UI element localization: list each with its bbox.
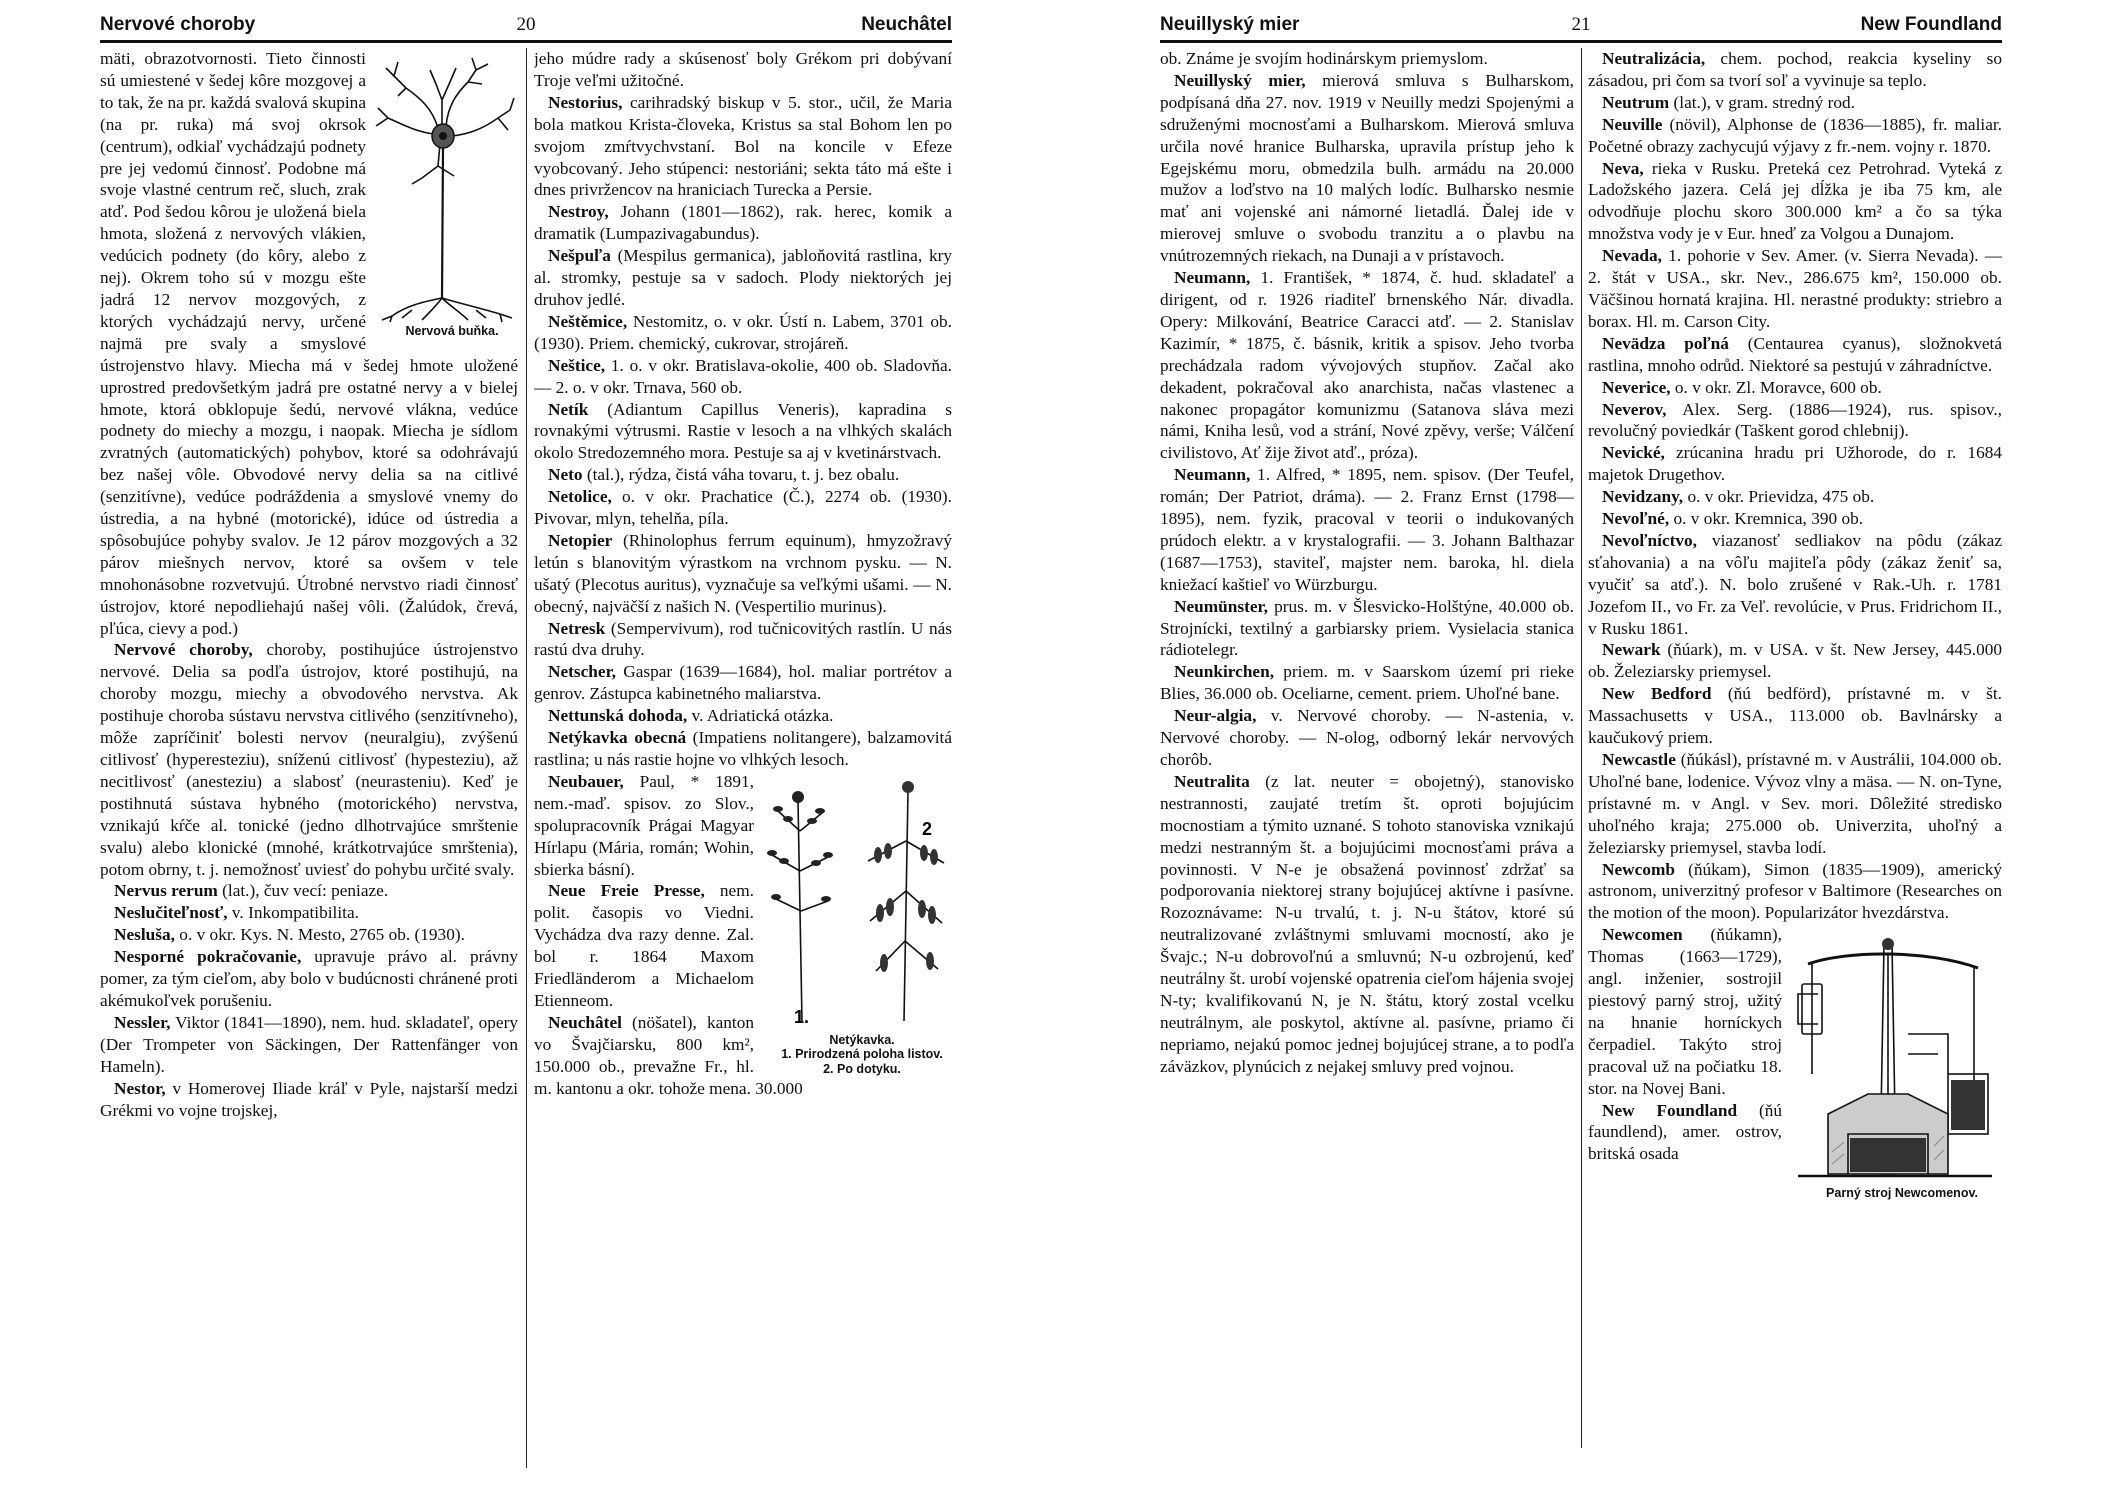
entry-headword: Nevädza poľná [1602,333,1729,353]
entry-headword: Neumann, [1174,268,1251,288]
entry-headword: Nervové choroby, [114,640,253,660]
entry-text: (z lat. neuter = obojetný), stanovisko nestrannosti, zaujaté tretím št. oproti bojujúcim mocnostiam a týmito uznané. S tohoto stanoviska vznikajú medzi nestranným št. a bojujúcimi mocnosťami práva a povinnosti. V N-e je obsažená povinnosť zdržať sa podporovania niektorej strany bojujúcej aktívne i pasívne. Rozoznávame: N-u trvalú, t. j. N-u štátov, ktoré sú neutralizované zvláštnymi smluvami mocností, ako je Švajc.; N-u dobrovoľnú a smluvnú; N-u ozbrojenú, keď neutrálny št. urobí vojenské opatrenia cieľom hájenia svojej N-ty; kvalifikovanú N, je N. štátu, ktorý zostal vcelku neutrálnym, ale poskytol, aktívne al. pasívne, priamo či nepriamo, nejakú pomoc jednej bojujúcej strane, a to podľa záväzkov, plynúcich z nejakej smluvy pred vojnou. [1160,771,1574,1076]
entry-text: prus. m. v Šlesvicko-Holštýne, 40.000 ob. Strojnícki, textilný a garbiarsky priem. Vysielacia stanica rádiotelegr. [1160,596,1574,660]
dictionary-entry [1588,92,2002,114]
dictionary-entry [1160,70,1574,267]
dictionary-entry [1160,771,1574,1078]
entry-headword: Neuillyský mier, [1174,70,1306,90]
entry-headword: New Bedford [1602,684,1712,704]
entry-text: (ňú bedförd), prístavné m. v št. Massachusetts v USA., 113.000 ob. Bavlnársky a kaučukový priem. [1588,684,2002,748]
entry-headword: Neubauer, [548,771,624,791]
dictionary-entry [100,1012,518,1078]
right-page-header [1160,0,2002,43]
touch-me-not-caption-title: Netýkavka. [829,1032,895,1047]
page-number: 21 [1571,14,1591,35]
entry-text: (Mespilus germanica), jabloňovitá rastlina, kry al. stromky, pestuje sa v sadoch. Plody niektorých jej druhov jedlé. [534,246,952,309]
entry-headword: Nešpuľa [548,246,611,266]
dictionary-entry [1588,442,2002,486]
newcomen-engine-caption: Parný stroj Newcomenov. [1826,1186,1978,1201]
entry-text: 1. Alfred, * 1895, nem. spisov. (Der Teufel, román; Der Patriot, dráma). — 2. Franz Ernst (1798—1895), nem. fyzik, pracoval v teorii o indukovaných prúdoch elektr. a v krystalografii. — 3. Johann Balthazar (1687—1753), staviteľ, majster nem. baroka, hl. diela kniežací kaštieľ vo Würzburgu. [1160,465,1574,594]
entry-text: (ňúkamn), Thomas (1663—1729), angl. inženier, sostrojil piestový parný stroj, užitý na hnanie horníckych čerpadiel. Takýto stroj pracoval už na počiatku 18. stor. na Novej Bani. [1588,925,1782,1098]
dictionary-entry [100,924,518,946]
newcomen-engine-figure [1788,924,2002,1201]
entry-text: v. Inkompatibilita. [227,903,359,923]
entry-text: 1. pohorie v Sev. Amer. (v. Sierra Nevada). — 2. štát v USA., skr. Nev., 286.675 km², 150.000 ob. Väčšinou hornatá krajina. Hl. nerastné produkty: striebro a borax. Hl. m. Carson City. [1588,246,2002,331]
entry-headword: Netolice, [548,487,612,507]
dictionary-entry [1160,267,1574,464]
dictionary-entry [1588,377,2002,399]
dictionary-entry [1160,596,1574,662]
dictionary-entry [100,1078,518,1122]
entry-text: upravuje právo al. právny pomer, za tým cieľom, aby bolo v budúcnosti chránené proti akémukoľvek porušeniu. [100,947,518,1010]
dictionary-entry [534,727,952,771]
dictionary-entry [1588,48,2002,92]
entry-text: mäti, obrazotvornosti. Tieto činnosti sú umiestené v šedej kôre mozgovej a to tak, že na pr. každá svalová skupina (na pr. ruka) má svoj okrsok (centrum), odkiaľ vychádzajú podnety pre jej vedomú činnosť. Podobne má svoje vlastné centrum reč, sluch, zrak atď. Pod šedou kôrou je uložená biela hmota, složená z nervových vlákien, vedúcich podnety (do kôry, alebo z nej). Okrem toho sú v mozgu ešte jadrá 12 nervov mozgových, z ktorých vychádzajú nervy, určené najmä pre svaly a smyslové ústrojenstvo hlavy. Miecha má v šedej hmote uložené uprostred predovšetkým jadrá pre ostatné nervy a v bielej hmote, ktorá obklopuje šedú, nervové vlákna, vedúce podnety do miechy a mozgu, i naopak. Miecha je sídlom zvratných (automatických) pohybov, ktoré sa odohrávajú bez našej vôle. Obvodové nervy delia sa na citlivé (senzitívne), vedúce podráždenia a smyslové vnemy do ústredia, a na hybné (motorické), idúce od ústredia a spôsobujúce pohyby svalov. Je 12 párov mozgových a 32 párov miešnych nervov, ktoré sa ovšem v tele mnohonásobne rozvetvujú. Útrobné nervstvo riadi činnosť ústrojov, ktoré nepodliehajú našej vôli. (Žalúdok, črevá, pľúca, cievy a pod.) [100,49,518,638]
entry-text: 1. o. v okr. Bratislava-okolie, 400 ob. Sladovňa. — 2. o. v okr. Trnava, 560 ob. [534,355,952,397]
entry-text: (lat.), v gram. stredný rod. [1669,92,1855,112]
entry-text: (ňúkásl), prístavné m. v Austrálii, 104.000 ob. Uhoľné bane, lodenice. Vývoz vlny a mäsa. — N. on-Tyne, prístavné m. v Angl. v Sev. mori. Dôležité stredisko uhoľného kraja; 275.000 ob. Univerzita, uhoľný a železiarsky priemysel, stavba lodí. [1588,750,2002,857]
entry-headword: Neumann, [1174,465,1251,485]
right-page-column-rule [1581,48,1582,1448]
dictionary-entry [100,639,518,880]
entry-headword: Neto [548,465,583,485]
dictionary-entry [1588,333,2002,377]
dictionary-entry [534,705,952,727]
entry-text: (növil), Alphonse de (1836—1885), fr. maliar. Početné obrazy zachycujú výjavy z fr.-nem. vojny r. 1870. [1588,114,2002,156]
entry-headword: Neverice, [1602,377,1671,397]
entry-text: o. v okr. Kremnica, 390 ob. [1669,509,1864,529]
dictionary-entry [1588,158,2002,246]
entry-text: mierová smluva s Bulharskom, podpísaná dňa 27. nov. 1919 v Neuilly medzi Spojenými a sdruženými mocnosťami a Bulharskom. Mierová smluva určila nové hranice Bulharska, upravila prístup jeho k Egejskému moru, obmedzila bulh. armádu na 20.000 mužov a loďstvo na 10 malých lodíc. Bulharsko nesmie mať ani vojenské ani námorné lietadlá. Ďalej ide v mierovej smluve o svobodu tranzitu a o plavbu na vnútrozemných riekach, na Dunaji a v prístavoch. [1160,70,1574,266]
entry-text: (Adiantum Capillus Veneris), kapradina s rovnakými výtrusmi. Rastie v lesoch a na vlhkých skalách okolo Stredozemného mora. Pestuje sa aj v kvetinárstvach. [534,399,952,463]
entry-headword: Netík [548,399,589,419]
entry-continuation [1160,48,1574,70]
dictionary-entry [534,530,952,618]
entry-headword: Neur-algia, [1174,706,1257,726]
entry-headword: Neva, [1602,158,1644,178]
dictionary-entry [534,201,952,245]
dictionary-entry [1588,530,2002,640]
dictionary-entry [534,311,952,355]
entry-headword: Newark [1602,640,1661,660]
entry-headword: Neumünster, [1174,596,1268,616]
left-page [100,0,952,1500]
dictionary-entry [534,618,952,662]
dictionary-entry [1588,508,2002,530]
entry-text: Alex. Serg. (1886—1924), rus. spisov., revolučný poviedkár (Taškent gorod chlebnij). [1588,399,2002,441]
dictionary-entry [1588,859,2002,925]
entry-text: jeho múdre rady a skúsenosť boly Grékom pri dobývaní Troje veľmi užitočné. [534,49,952,90]
dictionary-entry [1588,399,2002,443]
entry-text: carihradský biskup v 5. stor., učil, že Maria bola matkou Krista-človeka, Kristus sa stal Bohom len po svojom zmŕtvychvstaní. Bol na koncile v Efeze vyobcovaný. Jeho stúpenci: nestoriáni; sekta táto má ešte i dnes privržencov na hraniciach Turecka a Persie. [534,92,952,200]
entry-headword: Neštice, [548,355,606,375]
entry-headword: Netopier [548,530,613,550]
dictionary-entry [1588,749,2002,859]
dictionary-entry [100,902,518,924]
entry-text: Paul, * 1891, nem.-maď. spisov. zo Slov., spolupracovník Prágai Magyar Hírlapu (Mária, román; Wohin, sbierka básní). [534,771,754,879]
header-guide-word-left: Neuillyský mier [1160,14,1300,35]
dictionary-entry [534,661,952,705]
entry-headword: Neue Freie Presse, [548,881,705,901]
plant-figure-label-2: 2 [922,818,933,839]
entry-headword: Nevické, [1602,443,1665,463]
entry-text: v. Nervové choroby. — N-astenia, v. Nervové choroby. — N-olog, odborný lekár nervových chorôb. [1160,706,1574,769]
entry-continuation [534,48,952,92]
entry-headword: Nevoľníctvo, [1602,530,1697,550]
entry-headword: Netýkavka obecná [548,728,687,748]
entry-text: (Rhinolophus ferrum equinum), hmyzožravý letún s blanovitým výrastkom na vrchnom pysku. — N. ušatý (Plecotus auritus), vyznačuje sa veľkými ušami. — N. obecný, najväčší z našich N. (Vespertilio murinus). [534,530,952,616]
entry-headword: Nessler, [114,1012,171,1032]
header-guide-word-right: New Foundland [1860,14,2002,35]
entry-headword: Newcastle [1602,750,1676,769]
entry-headword: Netscher, [548,662,616,682]
touch-me-not-figure [758,771,952,1077]
dictionary-entry [100,946,518,1012]
entry-headword: Nevada, [1602,246,1663,266]
entry-text: rieka v Rusku. Preteká cez Petrohrad. Vyteká z Ladožského jazera. Celá jej dĺžka je iba 75 km, ale odvodňuje plochu skoro 300.000 km² a čo sa týka množstva vody je v Eur. hneď za Volgou a Dunajom. [1588,158,2002,244]
dictionary-entry [534,464,952,486]
header-guide-word-right: Neuchâtel [861,14,952,35]
entry-text: priem. m. v Saarskom území pri rieke Blies, 36.000 ob. Oceliarne, cement. priem. Uhoľné bane. [1160,662,1574,704]
entry-text: (ňúark), m. v USA. v št. New Jersey, 445.000 ob. Železiarsky priemysel. [1588,640,2002,682]
entry-text: o. v okr. Prievidza, 475 ob. [1683,487,1875,507]
right-page [1160,0,2002,1500]
entry-text: (nöšatel), kanton vo Švajčiarsku, 800 km², 150.000 ob., prevažne Fr., hl. m. kantonu a okr. tohože mena. 30.000 [534,1012,803,1098]
nerve-cell-figure [372,48,518,339]
dictionary-entry [534,399,952,465]
dictionary-entry [1588,486,2002,508]
dictionary-entry [1160,661,1574,705]
entry-headword: New Foundland [1602,1100,1738,1120]
dictionary-entry [534,486,952,530]
dictionary-entry [1160,464,1574,595]
entry-text: ob. Známe je svojím hodinárskym priemyslom. [1160,49,1488,68]
left-page-column-2 [534,48,952,1468]
dictionary-entry [1588,639,2002,683]
left-page-column-1 [100,48,518,1468]
right-page-column-2 [1588,48,2002,1448]
entry-headword: Neutrum [1602,92,1670,112]
entry-text: nem. polit. časopis vo Viedni. Vychádza dva razy denne. Zal. bol r. 1864 Maxom Friedländerom a Michaelom Etienneom. [534,881,754,1010]
touch-me-not-caption-2: 2. Po dotyku. [823,1061,901,1076]
entry-headword: Nestor, [114,1078,166,1098]
entry-text: o. v okr. Kys. N. Mesto, 2765 ob. (1930). [174,925,465,945]
right-page-column-1 [1160,48,1574,1448]
dictionary-entry [534,355,952,399]
entry-text: viazanosť sedliakov na pôdu (zákaz sťahovania) a na vôľu majiteľa pôdy (zákaz ženiť sa, vyučiť sa atď.). N. bolo zrušené v Rak.-Uh. r. 1781 Jozefom II., vo Fr. za Veľ. revolúcie, v Prus. Fridrichom II., v Rusku 1861. [1588,530,2002,638]
dictionary-entry [1160,705,1574,771]
nerve-cell-caption: Nervová buňka. [405,324,499,338]
entry-text: chem. pochod, reakcia kyseliny so zásadou, pri čom sa tvorí soľ a vyvinuje sa teplo. [1588,49,2002,90]
entry-headword: Nestorius, [548,92,623,112]
left-page-header [100,0,952,43]
dictionary-entry [1588,245,2002,333]
entry-headword: Neutralita [1174,771,1250,791]
entry-text: (Centaurea cyanus), složnokvetá rastlina, mnoho odrůd. Niektoré sa pestujú v záhradníctve. [1588,333,2002,375]
plant-figure-label-1: 1. [794,1006,810,1027]
entry-headword: Nestroy, [548,202,609,222]
entry-text: (Sempervivum), rod tučnicovitých rastlín. U nás rastú dva druhy. [534,618,952,660]
entry-text: o. v okr. Zl. Moravce, 600 ob. [1670,377,1882,397]
left-page-column-rule [526,48,527,1468]
entry-headword: Neverov, [1602,399,1667,419]
entry-headword: Nesluša, [114,925,175,945]
entry-text: Gaspar (1639—1684), hol. maliar portrétov a genrov. Zástupca kabinetného maliarstva. [534,662,952,704]
entry-headword: Nervus rerum [114,881,218,901]
entry-headword: Neutralizácia, [1602,49,1706,68]
entry-text: v. Adriatická otázka. [687,706,834,726]
dictionary-entry [534,92,952,202]
page-number: 20 [516,14,536,35]
dictionary-entry [534,245,952,311]
entry-text: v Homerovej Iliade kráľ v Pyle, najstarší medzi Grékmi vo vojne trojskej, [100,1078,518,1120]
entry-headword: Neuville [1602,114,1663,134]
newcomen-engine-illustration [1788,924,2002,1186]
nerve-cell-illustration [372,48,518,324]
dictionary-entry [100,880,518,902]
entry-headword: Newcomen [1602,925,1683,945]
touch-me-not-caption-1: 1. Prirodzená poloha listov. [781,1047,943,1062]
dictionary-entry [1588,683,2002,749]
header-guide-word-left: Nervové choroby [100,14,256,35]
entry-headword: Nettunská dohoda, [548,706,688,726]
entry-text: (Impatiens nolitangere), balzamovitá rastlina; u nás rastie hojne vo vlhkých lesoch. [534,728,952,769]
entry-text: zrúcanina hradu pri Užhorode, do r. 1684 majetok Drugethov. [1588,443,2002,485]
entry-headword: Neštěmice, [548,311,628,331]
entry-headword: Neunkirchen, [1174,662,1275,682]
entry-text: Johann (1801—1862), rak. herec, komik a dramatik (Lumpazivagabundus). [534,202,952,244]
entry-headword: Nevoľné, [1602,509,1670,529]
entry-headword: Neslučiteľnosť, [114,903,228,923]
entry-text: (ňúkam), Simon (1835—1909), americký astronom, univerzitný profesor v Baltimore (Researches on the motion of the moon). Popularizátor hvezdárstva. [1588,859,2002,923]
dictionary-entry [1588,114,2002,158]
entry-headword: Newcomb [1602,859,1675,879]
entry-headword: Netresk [548,618,606,638]
entry-text: Viktor (1841—1890), nem. hud. skladateľ, opery (Der Trompeter von Säckingen, Der Rattenfänger von Hameln). [100,1012,518,1076]
entry-text: Nestomitz, o. v okr. Ústí n. Labem, 3701 ob. (1930). Priem. chemický, cukrovar, strojáreň. [534,311,952,353]
entry-text: (tal.), rýdza, čistá váha tovaru, t. j. bez obalu. [582,465,900,485]
entry-text: o. v okr. Prachatice (Č.), 2274 ob. (1930). Pivovar, mlyn, tehelňa, píla. [534,487,952,529]
entry-text: (ňú faundlend), amer. ostrov, britská osada [1588,1100,1782,1164]
entry-text: (lat.), čuv vecí: peniaze. [217,881,389,901]
entry-headword: Nesporné pokračovanie, [114,947,302,967]
touch-me-not-illustration [758,771,952,1033]
entry-text: choroby, postihujúce ústrojenstvo nervové. Delia sa podľa ústrojov, ktoré postihujú, na choroby mozgu, miechy a obvodového nervstva. Ak postihuje choroba sústavu nervstva citlivého (senzitívneho), môže zapríčiniť bolesti nervov (neuralgiu), zvýšenú citlivosť (hyperesteziu), sníženú citlivosť (hypesteziu), až necitlivosť (anesteziu) a slabosť (neurasteniu). Keď je postihnutá sústava hybného (motorického) nervstva, vznikajú kŕče al. tonické (jedno dlhotrvajúce smrštenie svalu) alebo klonické (mnohé, krátkotrvajúce smrštenia), potom obrny, t. j. nemožnosť uviesť do pohybu určité svaly. [100,640,518,879]
entry-headword: Neuchâtel [548,1012,622,1032]
entry-text: 1. František, * 1874, č. hud. skladateľ a dirigent, od r. 1926 riaditeľ brnenského Nár. divadla. Opery: Milkování, Beatrice Caracci atď. — 2. Stanislav Kazimír, * 1875, č. básnik, kritik a spisov. Jeho tvorba prechádzala radom vývojových stupňov. Začal ako dekadent, pokračoval ako anarchista, načas vlastenec a nakonec propagátor komunizmu (Satanova sláva mezi námi, Kniha lesů, vod a strání, Nové zpěvy, verše; Válčení civilistovo, Ať žije život atď., próza). [1160,268,1574,463]
entry-headword: Nevidzany, [1602,487,1684,507]
